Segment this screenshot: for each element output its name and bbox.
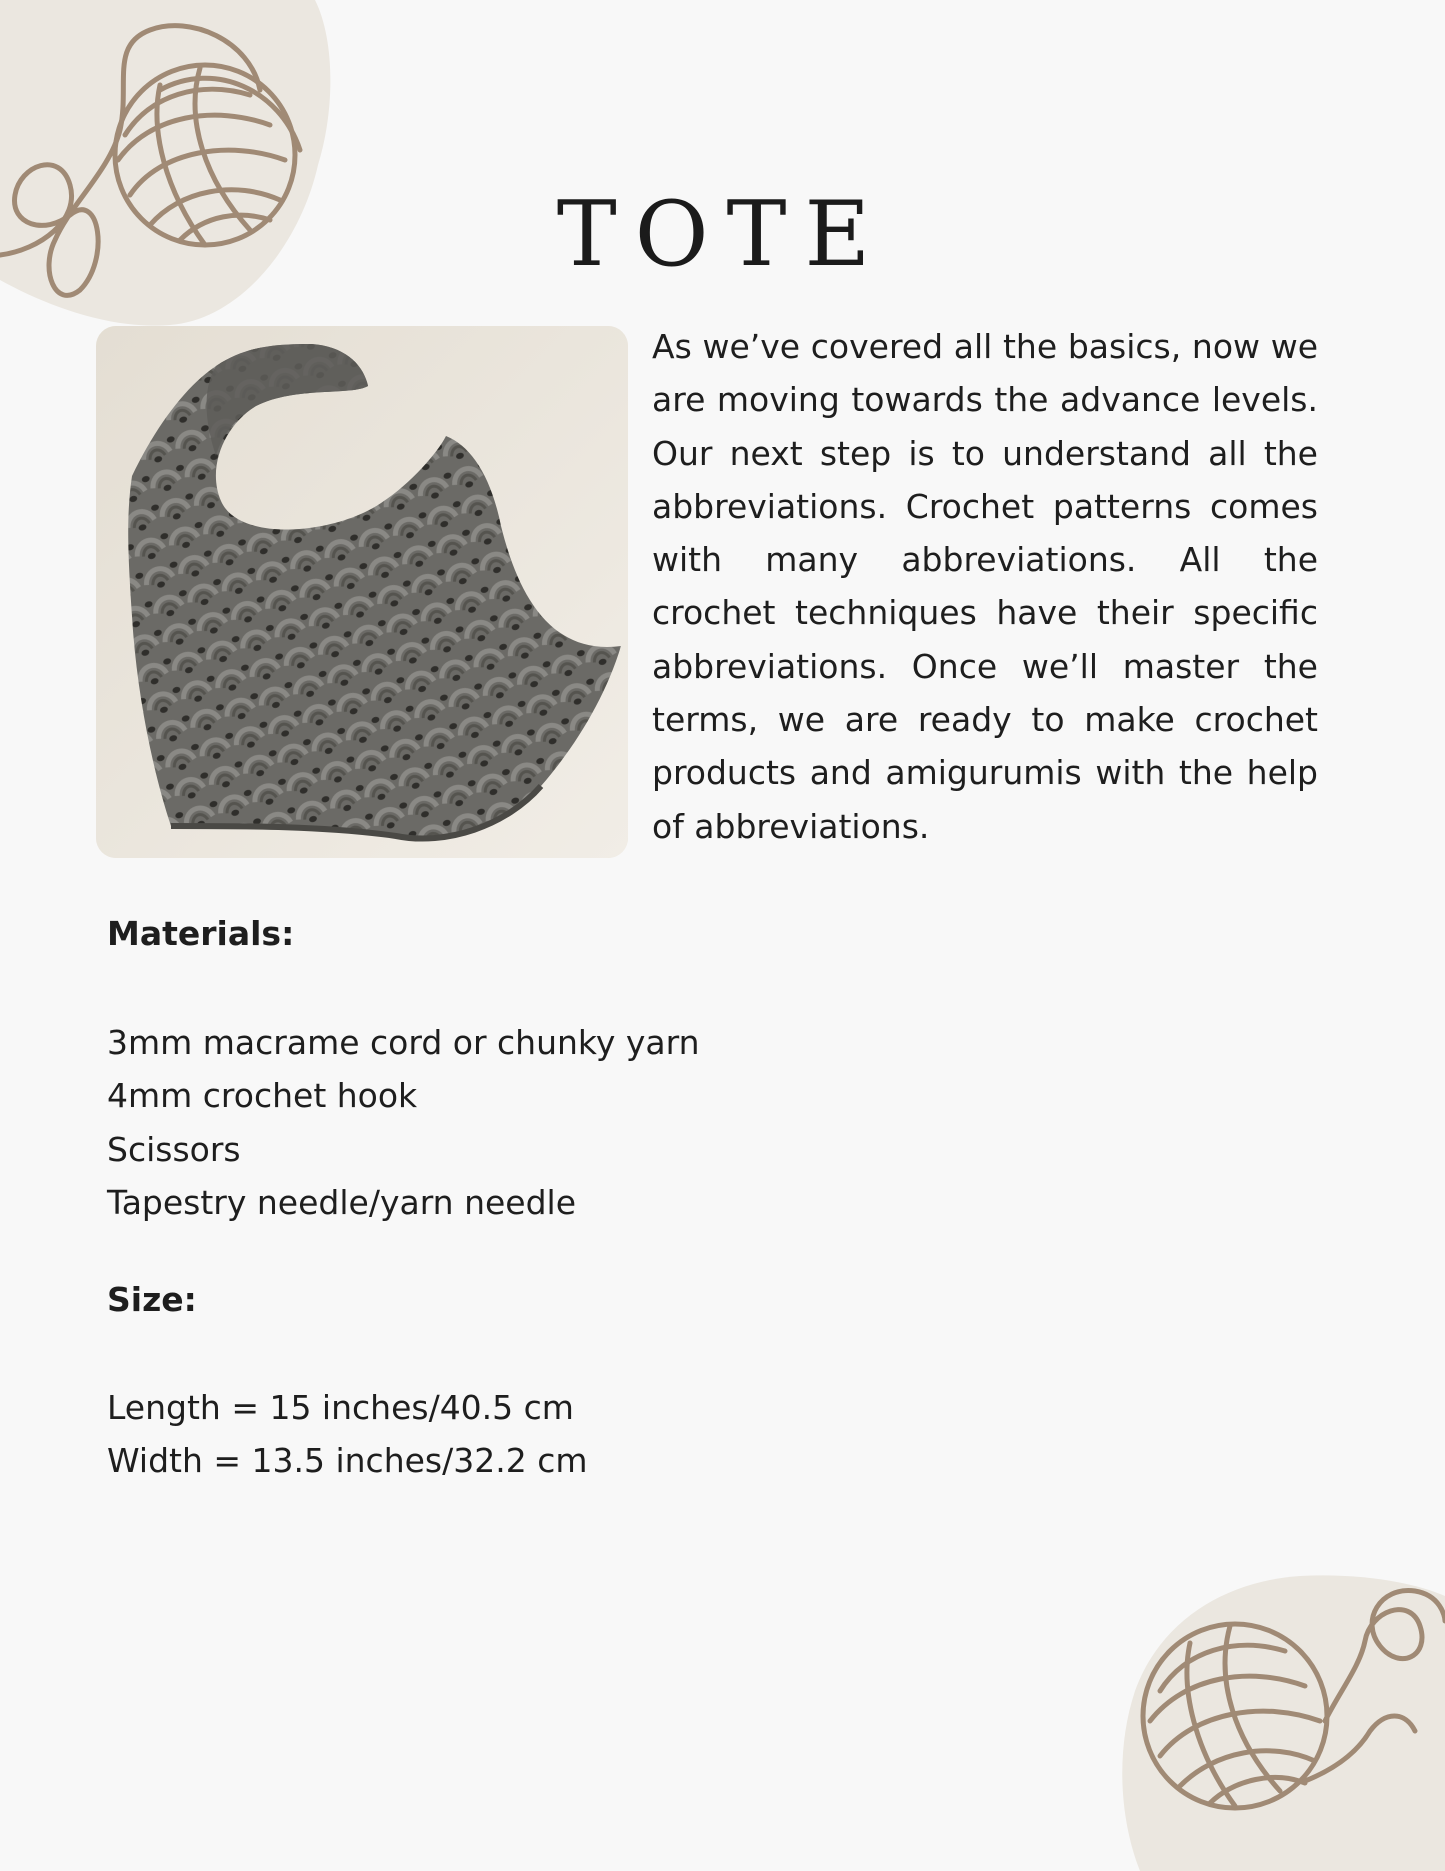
crochet-tote-bag-image — [96, 326, 628, 858]
yarn-ball-decoration-top — [0, 0, 340, 335]
size-heading: Size: — [107, 1280, 197, 1319]
yarn-ball-decoration-bottom — [1115, 1571, 1445, 1871]
list-item: Width = 13.5 inches/32.2 cm — [107, 1441, 588, 1481]
decoration-blob — [1122, 1575, 1445, 1871]
list-item: 3mm macrame cord or chunky yarn — [107, 1023, 700, 1062]
list-item: Tapestry needle/yarn needle — [107, 1182, 577, 1222]
list-item: 4mm crochet hook — [107, 1076, 418, 1116]
page-title: TOTE — [556, 182, 889, 287]
materials-list — [107, 1016, 700, 1229]
list-item: Length = 15 inches/40.5 cm — [107, 1388, 574, 1427]
size-list — [107, 1381, 587, 1488]
intro-paragraph: As we’ve covered all the basics, now we are moving towards the advance levels. Our next step is to understand all the abbreviations. Crochet patterns comes with many abbreviations. All the crochet techniques have their specific abbreviations. Once we’ll master the terms, we are ready to make crochet products and amigurumis with the help of abbreviations. — [652, 327, 1318, 846]
materials-heading: Materials: — [107, 914, 295, 953]
tote-photo — [96, 326, 628, 858]
list-item: Scissors — [107, 1129, 241, 1169]
